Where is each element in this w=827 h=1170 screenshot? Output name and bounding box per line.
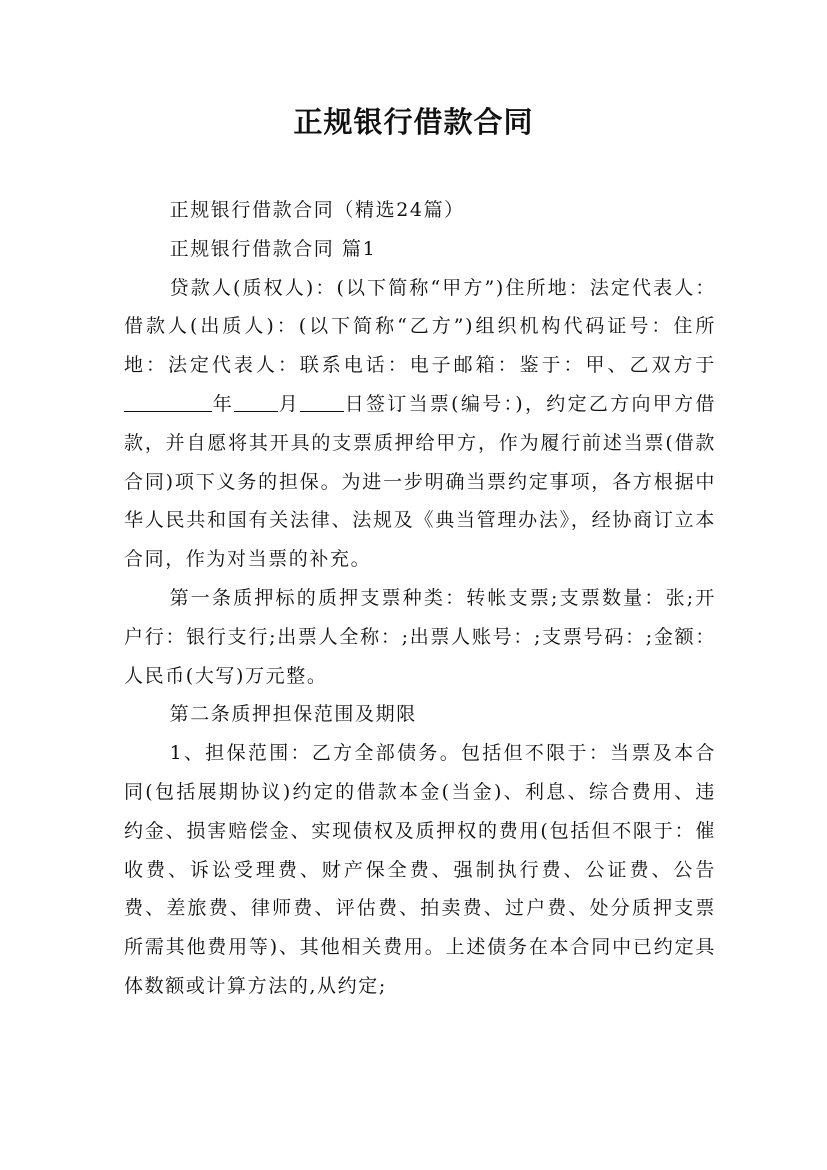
paragraph-scope: 1、担保范围：乙方全部债务。包括但不限于：当票及本合同(包括展期协议)约定的借款本金(当金)、利息、综合费用、违约金、损害赔偿金、实现债权及质押权的费用(包括但不限于：催收费、诉讼受理费、财产保全费、强制执行费、公证费、公告费、差旅费、律师费、评估费、拍卖费、过户费、处分质押支票所需其他费用等)、其他相关费用。上述债务在本合同中已约定具体数额或计算方法的,从约定; [124, 742, 716, 997]
blank-day-field [300, 392, 344, 412]
paragraph-section-heading: 正规银行借款合同 篇1 [169, 237, 377, 260]
date-line-month: 月 [278, 392, 300, 415]
paragraph-article-2-heading: 第二条质押担保范围及期限 [169, 703, 417, 726]
paragraph-article-1: 第一条质押标的质押支票种类：转帐支票;支票数量：张;开户行：银行支行;出票人全称：;出票人账号：;支票号码：;金额：人民币(大写)万元整。 [124, 586, 716, 687]
parties-text: 贷款人(质权人)：(以下简称“甲方”)住所地：法定代表人：借款人(出质人)：(以下简称“乙方”)组织机构代码证号：住所地：法定代表人：联系电话：电子邮箱：鉴于： [124, 276, 716, 377]
document-title: 正规银行借款合同 [293, 105, 534, 139]
paragraph-parties [124, 269, 716, 579]
blank-date-field [124, 392, 212, 412]
paragraph-subtitle: 正规银行借款合同（精选24篇） [169, 199, 465, 221]
date-line-year: 年 [212, 392, 234, 415]
blank-month-field [234, 392, 278, 412]
date-line-prefix: 甲、乙双方于 [585, 354, 716, 377]
agreement-text: 约定乙方向甲方借款，并自愿将其开具的支票质押给甲方，作为履行前述当票(借款合同)项下义务的担保。为进一步明确当票约定事项，各方根据中华人民共和国有关法律、法规及《典当管理办法》，经协商订立本合同，作为对当票的补充。 [124, 392, 716, 571]
document-body [124, 191, 716, 1006]
date-line-suffix: 日签订当票(编号：)， [344, 392, 547, 415]
